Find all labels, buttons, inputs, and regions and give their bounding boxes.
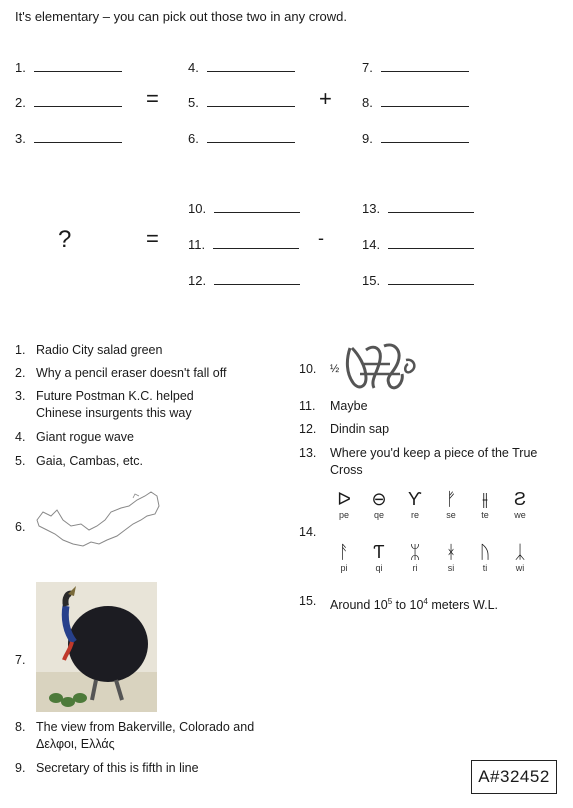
answer-blank-3[interactable]: 3. [15,131,122,146]
clue-3: 3. Future Postman K.C. helped Chinese insurgents this way [15,389,194,420]
plus-sign: + [319,86,332,111]
knot-image [344,340,420,392]
clue-12: 12. Dindin sap [299,422,390,436]
glyph-qi: Ƭ qi [373,542,385,573]
clue-14: 14. [299,525,317,539]
answer-blank-14[interactable]: 14. [362,237,474,252]
glyph-re: Ƴ re [408,489,422,520]
answer-blank-9[interactable]: 9. [362,131,469,146]
cassowary-image [36,582,157,712]
clue-4: 4. Giant rogue wave [15,430,134,444]
clue-6: 6. [15,520,26,534]
answer-blank-5[interactable]: 5. [188,95,295,110]
clue-9: 9. Secretary of this is fifth in line [15,761,199,775]
clue-7: 7. [15,653,26,667]
glyph-pe: ᐅ pe [337,489,351,520]
island-outline-image [33,490,163,552]
answer-blank-8[interactable]: 8. [362,95,469,110]
answer-blank-2[interactable]: 2. [15,95,122,110]
glyph-ti: ᚢ ti [479,542,491,573]
clue-2: 2. Why a pencil eraser doesn't fall off [15,366,227,380]
answer-blank-12[interactable]: 12. [188,273,300,288]
glyph-pi: ᚨ pi [338,542,350,573]
answer-blank-10[interactable]: 10. [188,201,300,216]
question-mark: ? [58,226,72,253]
glyph-we: Ƨ we [513,489,526,520]
equals-sign: = [146,86,159,111]
minus-sign: - [318,228,324,248]
clue-10: 10. ½ [299,362,340,376]
clue-5: 5. Gaia, Cambas, etc. [15,454,143,468]
glyph-qe: ⊖ qe [371,489,387,520]
puzzle-id-box: A#32452 [471,760,557,794]
glyph-si: ᚼ si [445,542,457,573]
equals-sign-2: = [146,226,159,251]
answer-blank-11[interactable]: 11. [188,237,299,252]
clue-15: 15. Around $10^5$ to $10^4$ meters W.L. [299,594,499,613]
glyph-ri: ᛯ ri [409,542,421,573]
answer-blank-4[interactable]: 4. [188,60,295,75]
clue-13: 13. Where you'd keep a piece of the True Cross [299,446,538,477]
intro-text: It's elementary – you can pick out those two in any crowd. [15,9,347,24]
answer-blank-1[interactable]: 1. [15,60,122,75]
glyph-wi: ᛣ wi [514,542,526,573]
glyph-te: ⫲ te [481,489,489,520]
clue-11: 11. Maybe [299,399,368,413]
answer-blank-15[interactable]: 15. [362,273,474,288]
glyph-se: ᚠ se [445,489,457,520]
answer-blank-7[interactable]: 7. [362,60,469,75]
answer-blank-13[interactable]: 13. [362,201,474,216]
clue-8: 8. The view from Bakerville, Colorado and Δελφοι, Ελλάς [15,720,255,751]
answer-blank-6[interactable]: 6. [188,131,295,146]
clue-1: 1. Radio City salad green [15,343,163,357]
